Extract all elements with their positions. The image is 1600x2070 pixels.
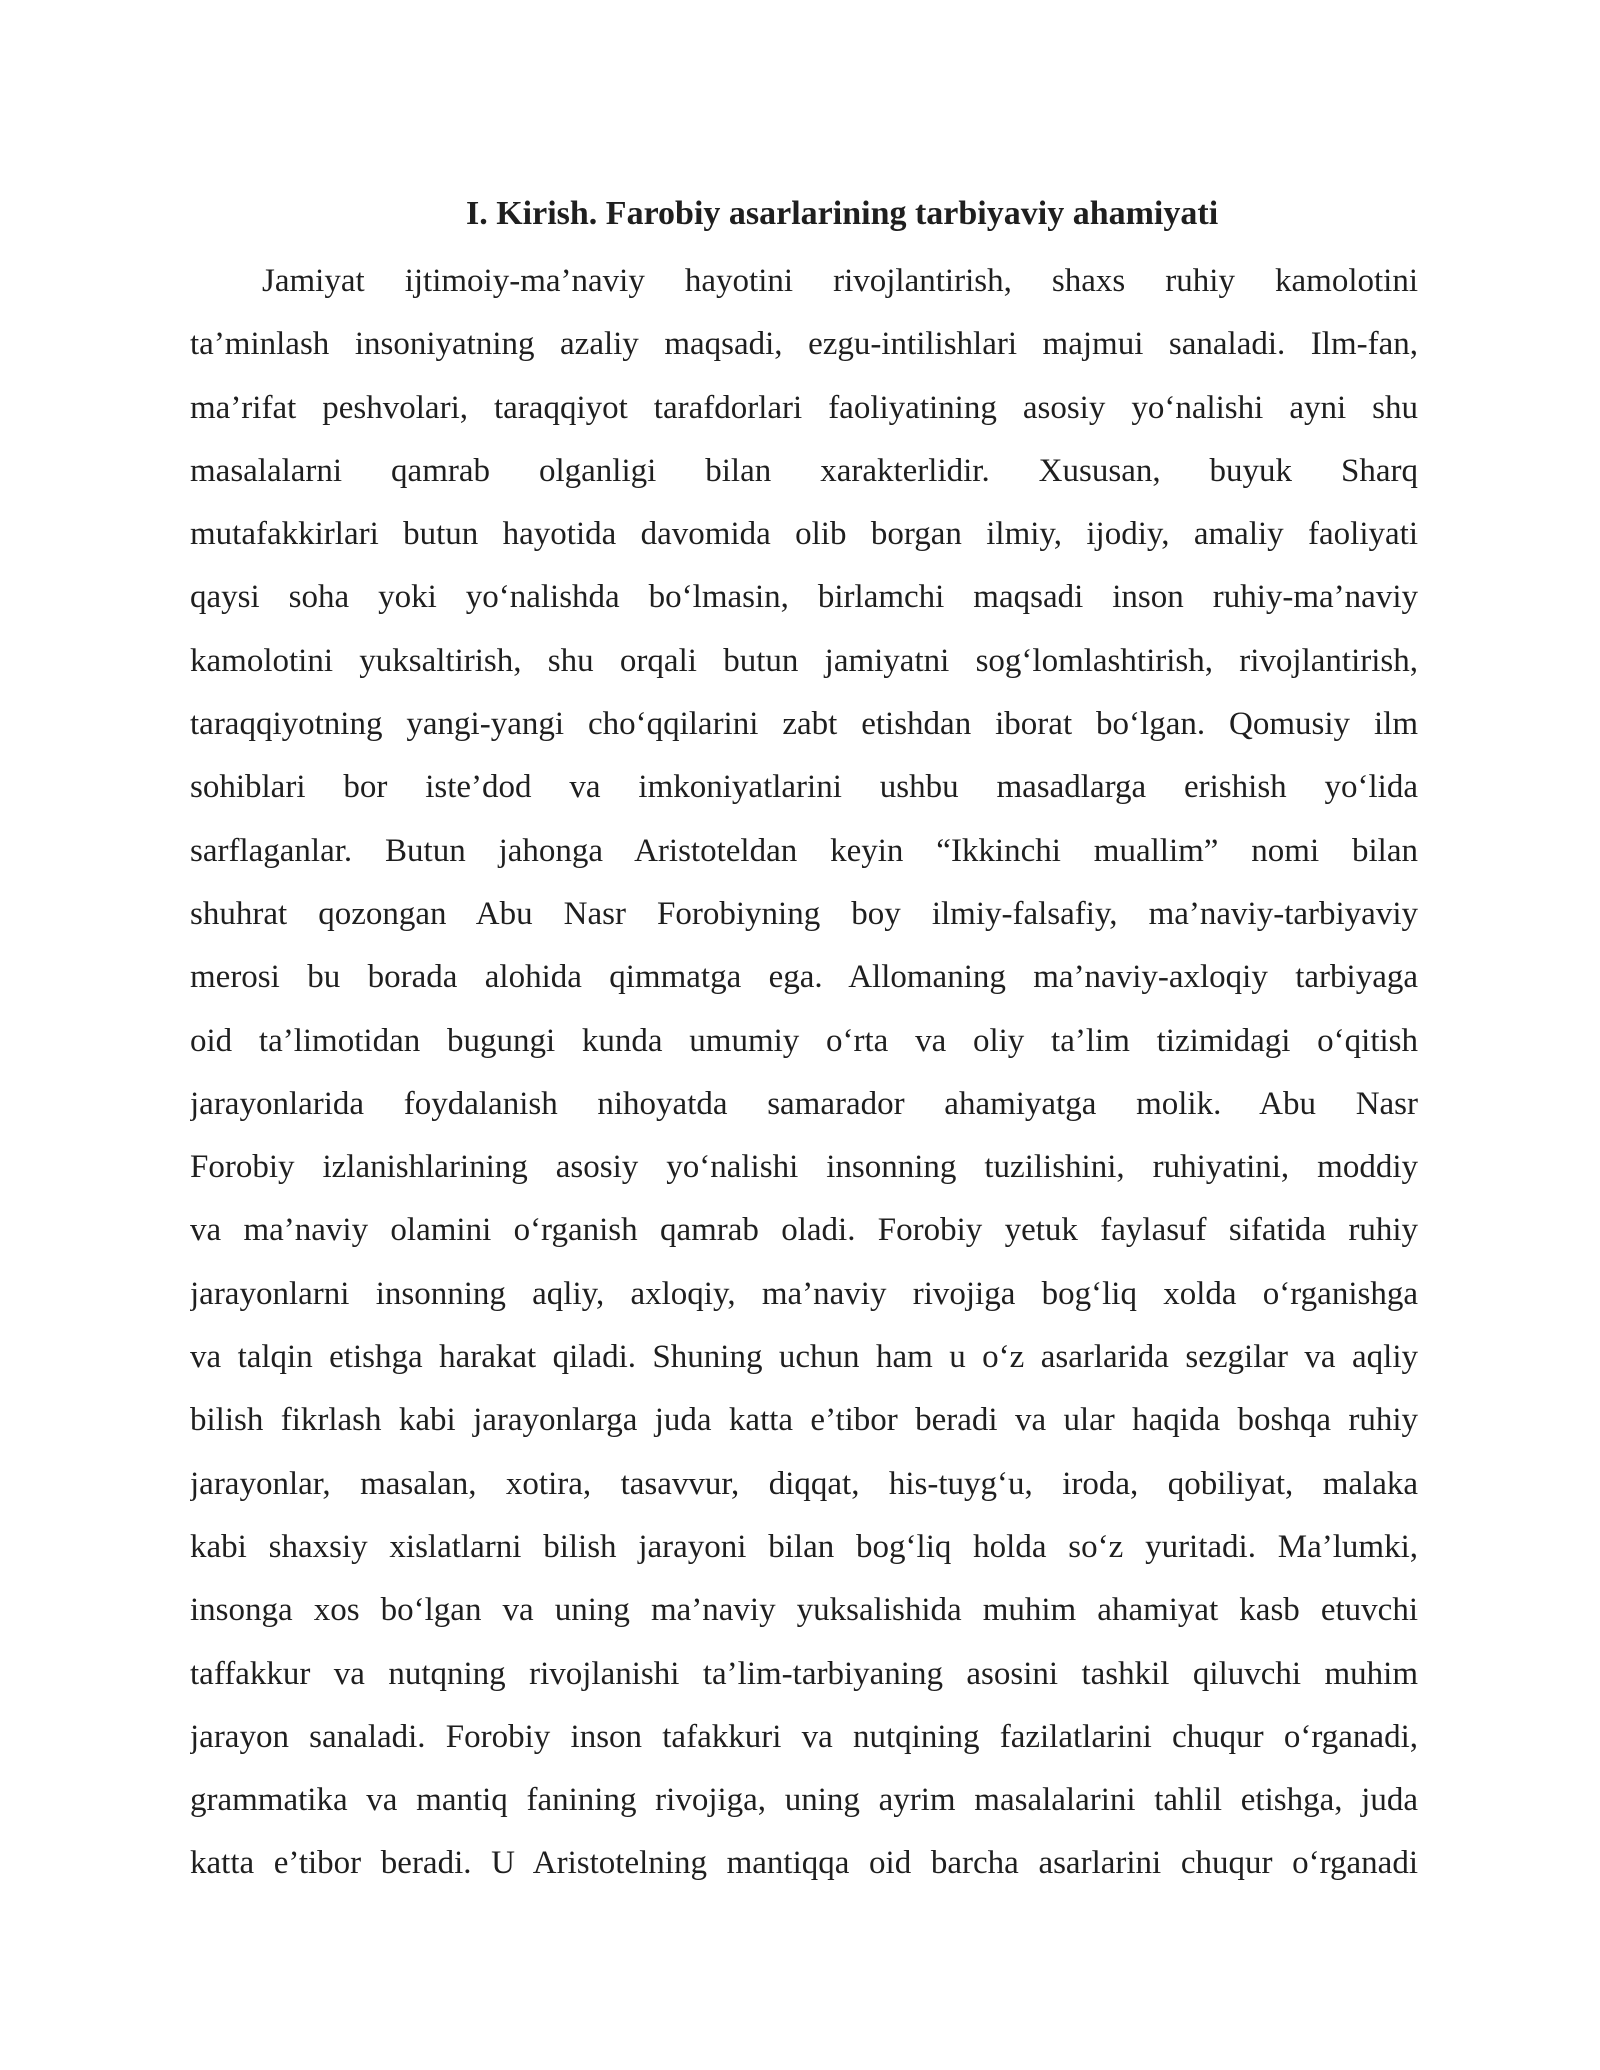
text-line: insonga xos bo‘lgan va uning ma’naviy yuksalishida muhim ahamiyat kasb etuvchi [190,1592,1418,1629]
paragraph [190,250,1418,1896]
text-line: jarayonlar, masalan, xotira, tasavvur, diqqat, his-tuyg‘u, iroda, qobiliyat, malaka [190,1465,1418,1502]
text-line: ta’minlash insoniyatning azaliy maqsadi, ezgu-intilishlari majmui sanaladi. Ilm-fan, [190,326,1418,363]
text-line: kabi shaxsiy xislatlarni bilish jarayoni bilan bog‘liq holda so‘z yuritadi. Ma’lumki, [190,1528,1418,1565]
text-line: masalalarni qamrab olganligi bilan xarakterlidir. Xususan, buyuk Sharq [190,452,1418,489]
text-line: grammatika va mantiq fanining rivojiga, uning ayrim masalalarini tahlil etishga, juda [190,1782,1418,1819]
text-line: bilish fikrlash kabi jarayonlarga juda katta e’tibor beradi va ular haqida boshqa ruhiy [190,1402,1418,1439]
text-line: katta e’tibor beradi. U Aristotelning mantiqqa oid barcha asarlarini chuqur o‘rganadi [190,1845,1418,1882]
text-line: taraqqiyotning yangi-yangi cho‘qqilarini zabt etishdan iborat bo‘lgan. Qomusiy ilm [190,706,1418,743]
text-line: taffakkur va nutqning rivojlanishi ta’lim-tarbiyaning asosini tashkil qiluvchi muhim [190,1655,1418,1692]
text-line: mutafakkirlari butun hayotida davomida olib borgan ilmiy, ijodiy, amaliy faoliyati [190,516,1418,553]
section-title: I. Kirish. Farobiy asarlarining tarbiyaviy ahamiyati [466,195,1219,232]
text-line: qaysi soha yoki yo‘nalishda bo‘lmasin, birlamchi maqsadi inson ruhiy-ma’naviy [190,579,1418,616]
text-line: Forobiy izlanishlarining asosiy yo‘nalishi insonning tuzilishini, ruhiyatini, moddiy [190,1149,1418,1186]
text-line: jarayonlarida foydalanish nihoyatda samarador ahamiyatga molik. Abu Nasr [190,1085,1418,1122]
text-line: merosi bu borada alohida qimmatga ega. Allomaning ma’naviy-axloqiy tarbiyaga [190,959,1418,996]
text-line: sohiblari bor iste’dod va imkoniyatlarini ushbu masadlarga erishish yo‘lida [190,769,1418,806]
text-line: Jamiyat ijtimoiy-ma’naviy hayotini rivojlantirish, shaxs ruhiy kamolotini [262,263,1418,299]
text-line: shuhrat qozongan Abu Nasr Forobiyning boy ilmiy-falsafiy, ma’naviy-tarbiyaviy [190,895,1418,932]
text-line: va ma’naviy olamini o‘rganish qamrab oladi. Forobiy yetuk faylasuf sifatida ruhiy [190,1212,1418,1249]
text-line: kamolotini yuksaltirish, shu orqali butun jamiyatni sog‘lomlashtirish, rivojlantirish, [190,642,1418,679]
text-line: jarayon sanaladi. Forobiy inson tafakkuri va nutqining fazilatlarini chuqur o‘rganadi, [190,1718,1418,1755]
text-line: oid ta’limotidan bugungi kunda umumiy o‘rta va oliy ta’lim tizimidagi o‘qitish [190,1022,1418,1059]
text-line: jarayonlarni insonning aqliy, axloqiy, ma’naviy rivojiga bog‘liq xolda o‘rganishga [190,1275,1418,1312]
text-line: sarflaganlar. Butun jahonga Aristoteldan keyin “Ikkinchi muallim” nomi bilan [190,832,1418,869]
document-content [190,188,1418,1896]
text-line: va talqin etishga harakat qiladi. Shuning uchun ham u o‘z asarlarida sezgilar va aqliy [190,1339,1418,1376]
text-line: ma’rifat peshvolari, taraqqiyot tarafdorlari faoliyatining asosiy yo‘nalishi ayni shu [190,389,1418,426]
